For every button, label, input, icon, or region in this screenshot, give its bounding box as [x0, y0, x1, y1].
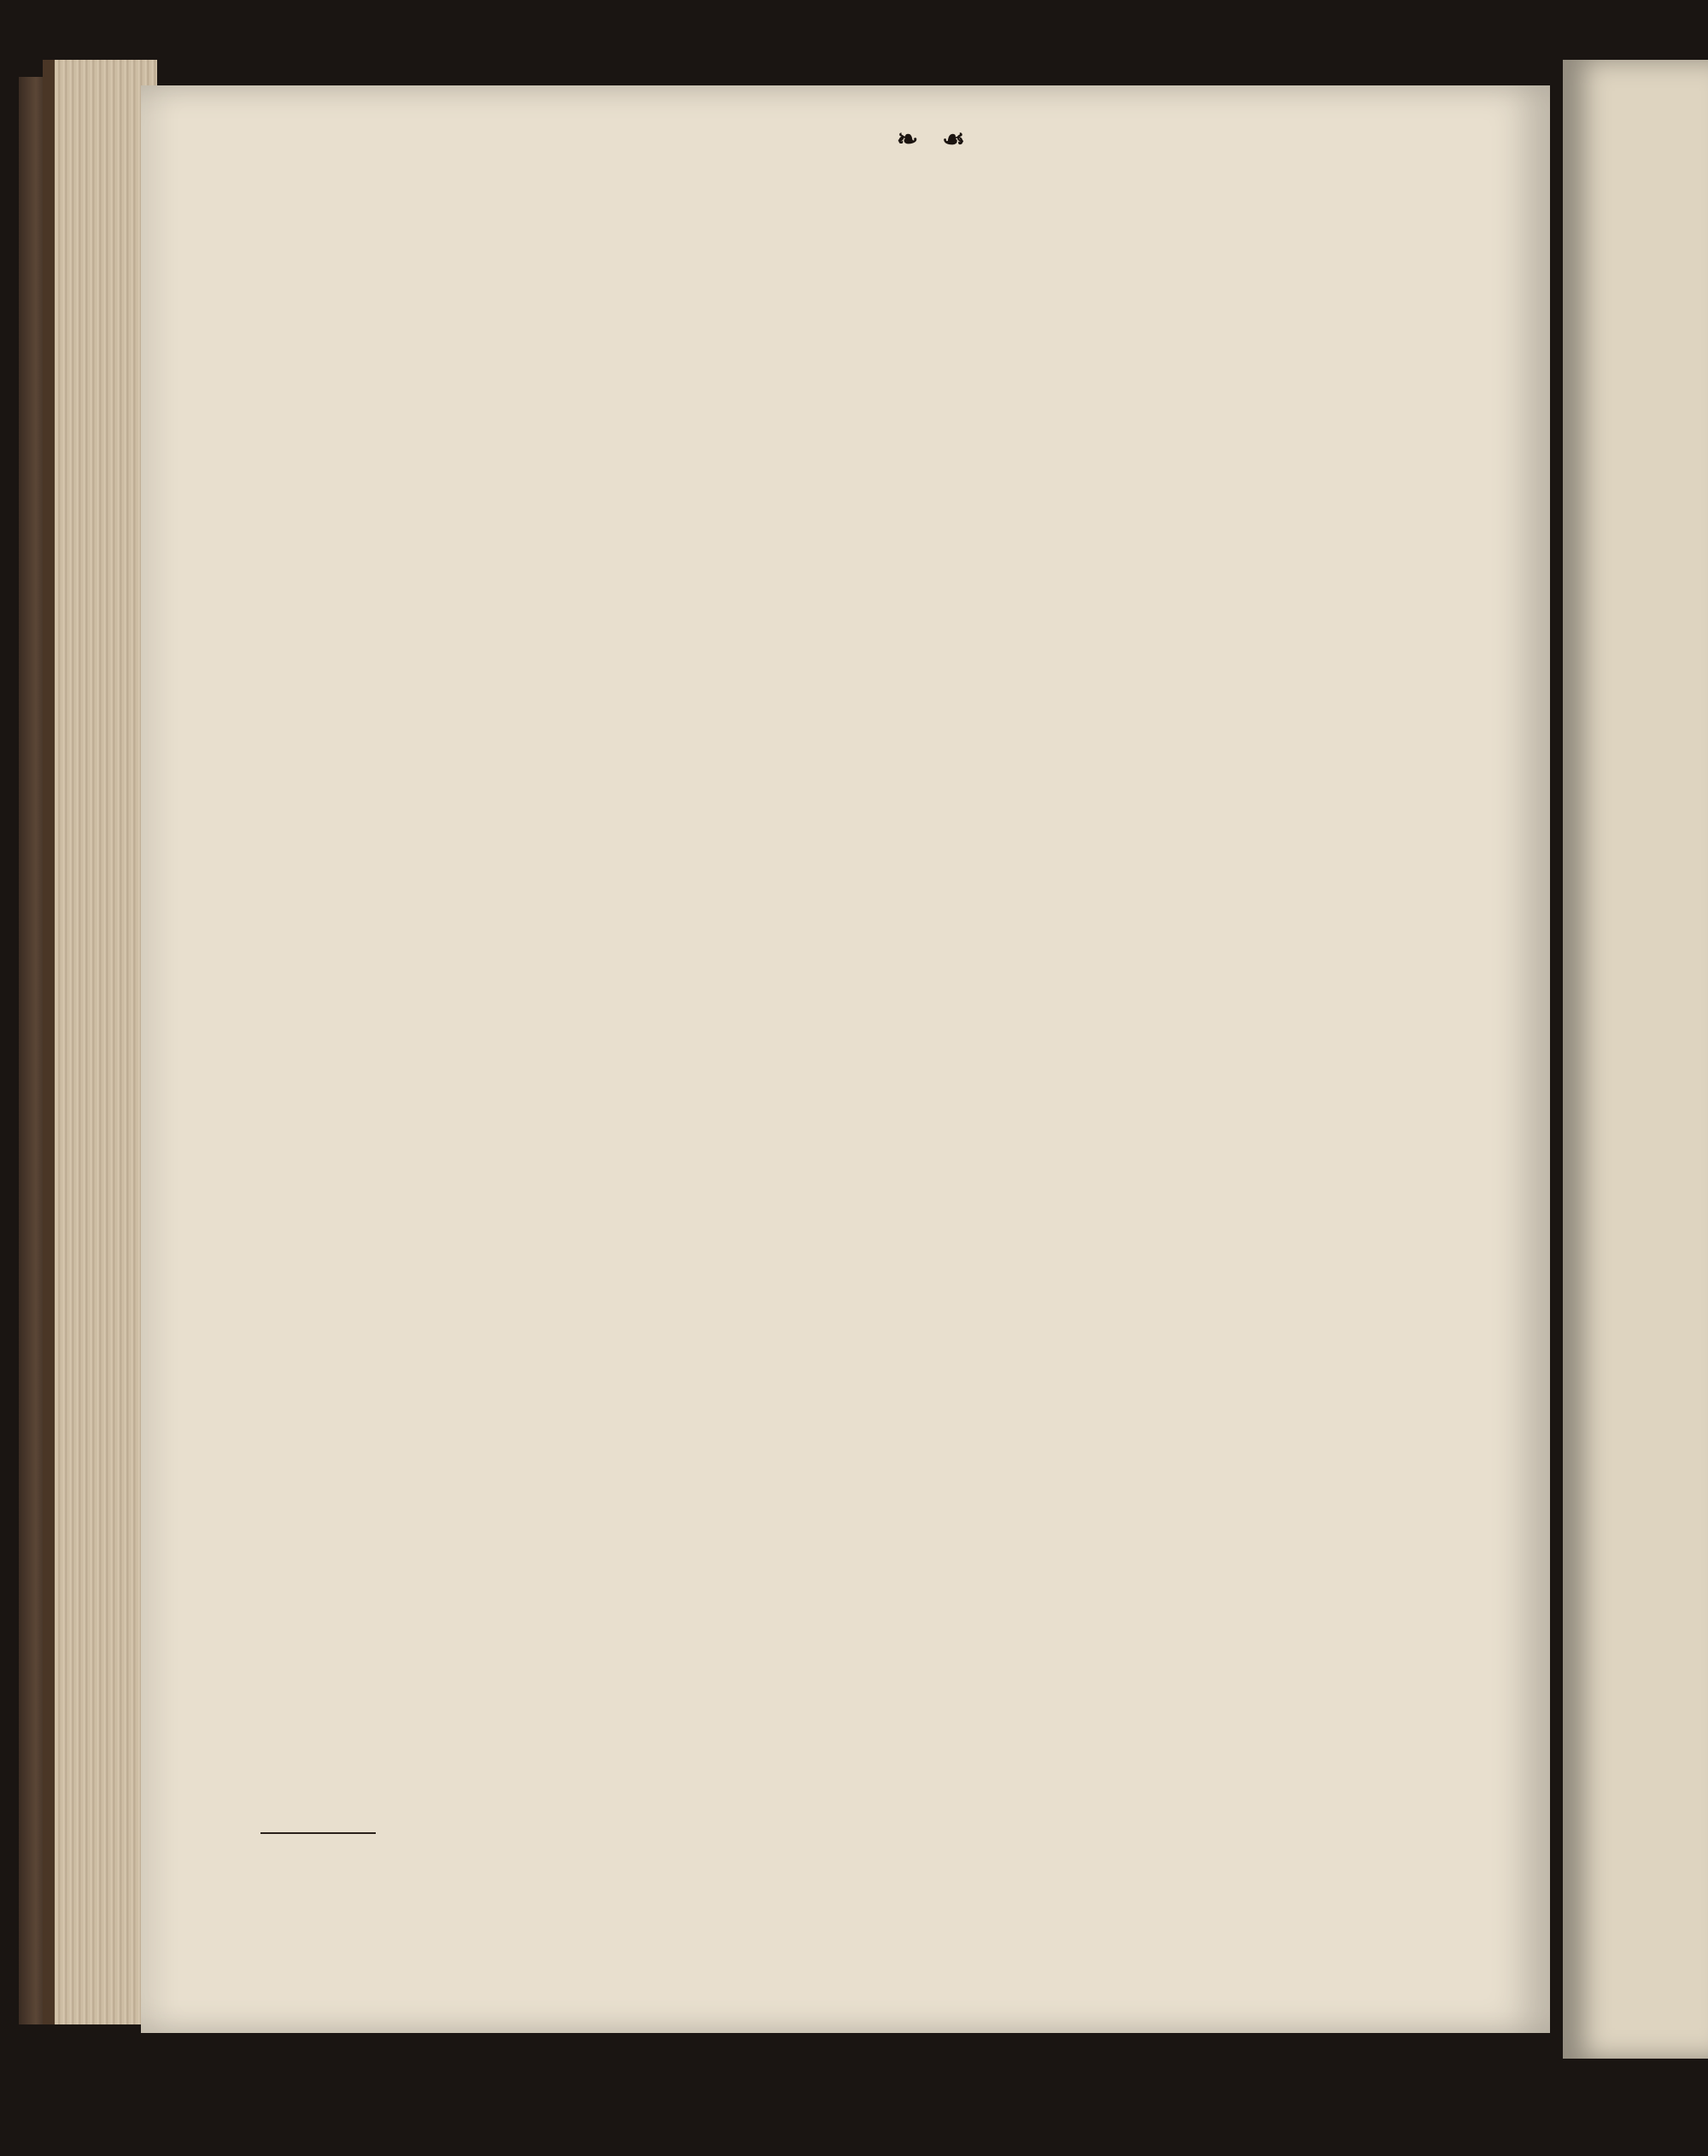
- ornament-right-icon: ☙: [942, 125, 966, 155]
- book-page: [141, 85, 1550, 2033]
- adjacent-page: [1563, 60, 1708, 2059]
- footnote-rule: [260, 1832, 376, 1834]
- page-header: [803, 115, 1059, 167]
- book-page-edges: [43, 60, 157, 2024]
- ornament-left-icon: ❧: [896, 125, 919, 155]
